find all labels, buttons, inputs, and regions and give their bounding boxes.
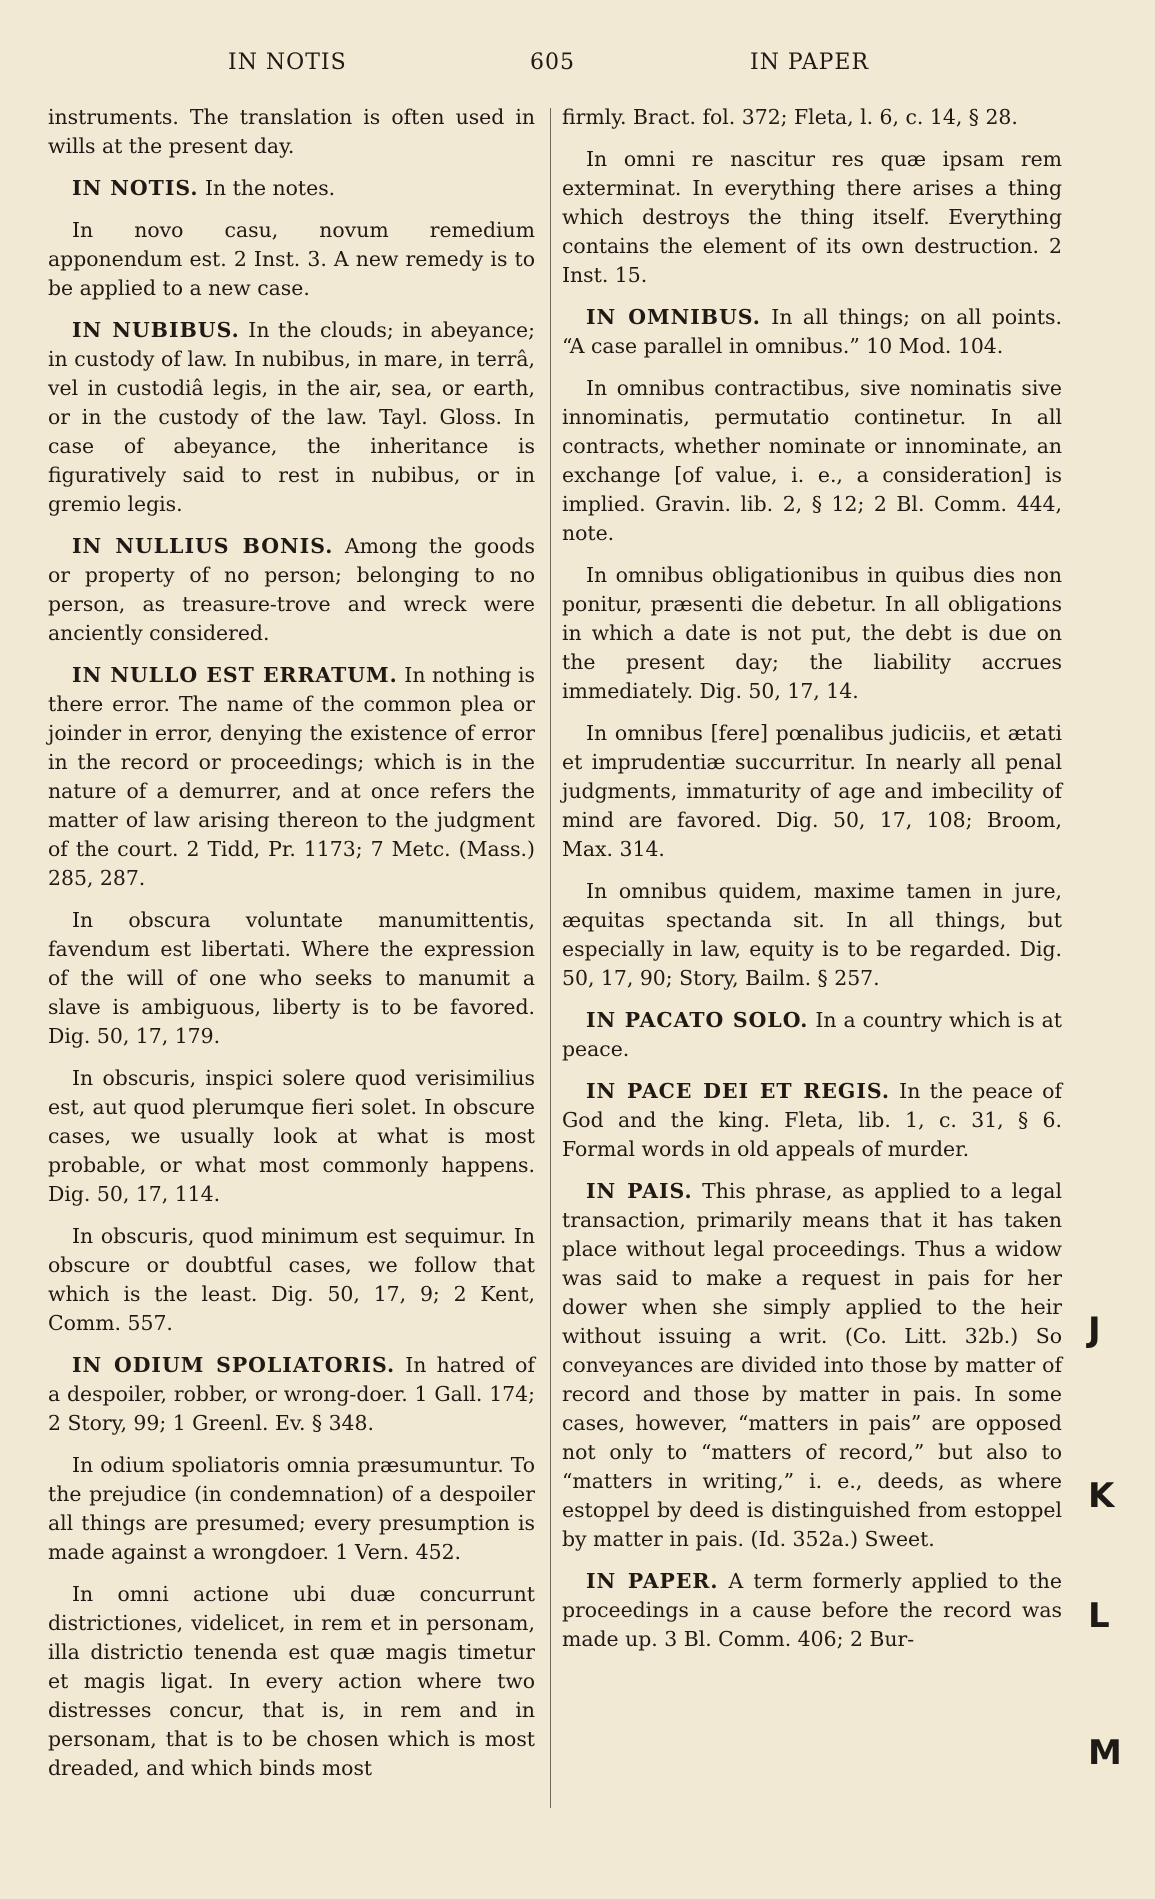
dictionary-entry — [48, 1222, 535, 1338]
dictionary-entry — [48, 316, 535, 519]
dictionary-entry — [562, 561, 1062, 706]
dictionary-entry — [562, 1177, 1062, 1554]
entry-headword: IN ODIUM SPOLIATORIS. — [72, 1353, 396, 1377]
dictionary-entry — [48, 661, 535, 893]
dictionary-entry — [562, 719, 1062, 864]
entry-headword: IN PACE DEI ET REGIS. — [586, 1079, 890, 1103]
thumb-tab-l[interactable]: L — [1088, 1596, 1110, 1636]
dictionary-entry — [48, 103, 535, 161]
entry-text: firmly. Bract. fol. 372; Fleta, l. 6, c. 14, § 28. — [562, 105, 1018, 129]
entry-text: In obscura voluntate manumittentis, favendum est libertati. Where the expression of the will of one who seeks to manumit a slave is ambiguous, liberty is to be favored. Dig. 50, 17, 179. — [48, 908, 535, 1048]
entry-text: This phrase, as applied to a legal transaction, primarily means that it has taken place without legal proceedings. Thus a widow was said to make a request in pais for her dower when she simply applied to the heir without issuing a writ. (Co. Litt. 32b.) So conveyances are divided into those by matter of record and those by matter in pais. In some cases, however, “matters in pais” are opposed not only to “matters of record,” but also to “matters in writing,” i. e., deeds, as where estoppel by deed is distinguished from estoppel by matter in pais. (Id. 352a.) Sweet. — [562, 1179, 1062, 1551]
right-column — [562, 103, 1062, 1667]
entry-text: In obscuris, quod minimum est sequimur. In obscure or doubtful cases, we follow that which is the least. Dig. 50, 17, 9; 2 Kent, Comm. 557. — [48, 1224, 535, 1335]
entry-text: instruments. The translation is often used in wills at the present day. — [48, 105, 535, 158]
entry-text: In the notes. — [198, 176, 336, 200]
dictionary-entry — [48, 906, 535, 1051]
entry-text: In obscuris, inspici solere quod verisimilius est, aut quod plerumque fieri solet. In obscure cases, we usually look at what is most probable, or what most commonly happens. Dig. 50, 17, 114. — [48, 1066, 535, 1206]
dictionary-entry — [48, 174, 535, 203]
thumb-tab-j[interactable]: J — [1088, 1310, 1101, 1350]
entry-text: In omnibus [fere] pœnalibus judiciis, et ætati et imprudentiæ succurritur. In nearly all penal judgments, immaturity of age and imbecility of mind are favored. Dig. 50, 17, 108; Broom, Max. 314. — [562, 721, 1062, 861]
dictionary-entry — [562, 103, 1062, 132]
entry-headword: IN OMNIBUS. — [586, 305, 761, 329]
entry-text: In omnibus contractibus, sive nominatis sive innominatis, permutatio continetur. In all contracts, whether nominate or innominate, an exchange [of value, i. e., a consideration] is implied. Gravin. lib. 2, § 12; 2 Bl. Comm. 444, note. — [562, 376, 1062, 545]
entry-text: In novo casu, novum remedium apponendum est. 2 Inst. 3. A new remedy is to be applied to a new case. — [48, 218, 535, 300]
thumb-tab-k[interactable]: K — [1088, 1476, 1115, 1516]
entry-text: In the peace of God and the king. Fleta, lib. 1, c. 31, § 6. Formal words in old appeals of murder. — [562, 1079, 1062, 1161]
entry-text: In all things; on all points. “A case parallel in omnibus.” 10 Mod. 104. — [562, 305, 1062, 358]
header-right-guide-word: IN PAPER — [750, 50, 870, 75]
entry-text: In omnibus quidem, maxime tamen in jure, æquitas spectanda sit. In all things, but especially in law, equity is to be regarded. Dig. 50, 17, 90; Story, Bailm. § 257. — [562, 879, 1062, 990]
header-left-guide-word: IN NOTIS — [228, 50, 347, 75]
entry-headword: IN PACATO SOLO. — [586, 1008, 809, 1032]
dictionary-entry — [562, 877, 1062, 993]
entry-headword: IN NULLO EST ERRATUM. — [72, 663, 398, 687]
entry-text: In omni re nascitur res quæ ipsam rem exterminat. In everything there arises a thing which destroys the thing itself. Everything contains the element of its own destruction. 2 Inst. 15. — [562, 147, 1062, 287]
entry-headword: IN NUBIBUS. — [72, 318, 240, 342]
dictionary-entry — [48, 1064, 535, 1209]
entry-headword: IN PAPER. — [586, 1569, 719, 1593]
page-number: 605 — [530, 50, 575, 75]
dictionary-entry — [48, 216, 535, 303]
entry-text: A term formerly applied to the proceedings in a cause before the record was made up. 3 Bl. Comm. 406; 2 Bur- — [562, 1569, 1062, 1651]
entry-text: In odium spoliatoris omnia præsumuntur. To the prejudice (in condemnation) of a despoiler all things are presumed; every presumption is made against a wrongdoer. 1 Vern. 452. — [48, 1453, 535, 1564]
thumb-tab-m[interactable]: M — [1088, 1733, 1122, 1773]
dictionary-entry — [562, 1567, 1062, 1654]
entry-headword: IN NOTIS. — [72, 176, 199, 200]
entry-text: In omni actione ubi duæ concurrunt districtiones, videlicet, in rem et in personam, illa districtio tenenda est quæ magis timetur et magis ligat. In every action where two distresses concur, that is, in rem and in personam, that is to be chosen which is most dreaded, and which binds most — [48, 1582, 535, 1780]
entry-text: In a country which is at peace. — [562, 1008, 1062, 1061]
running-header — [0, 50, 1155, 80]
entry-text: In the clouds; in abeyance; in custody of law. In nubibus, in mare, in terrâ, vel in custodiâ legis, in the air, sea, or earth, or in the custody of the law. Tayl. Gloss. In case of abeyance, the inheritance is figuratively said to rest in nubibus, or in gremio legis. — [48, 318, 535, 516]
left-column — [48, 103, 535, 1796]
entry-headword: IN NULLIUS BONIS. — [72, 534, 334, 558]
dictionary-entry — [562, 145, 1062, 290]
dictionary-entry — [48, 1580, 535, 1783]
entry-text: In nothing is there error. The name of the common plea or joinder in error, denying the existence of error in the record or proceedings; which is in the nature of a demurrer, and at once refers the matter of law arising thereon to the judgment of the court. 2 Tidd, Pr. 1173; 7 Metc. (Mass.) 285, 287. — [48, 663, 535, 890]
dictionary-entry — [562, 1077, 1062, 1164]
entry-text: In omnibus obligationibus in quibus dies non ponitur, præsenti die debetur. In all obligations in which a date is not put, the debt is due on the present day; the liability accrues immediately. Dig. 50, 17, 14. — [562, 563, 1062, 703]
dictionary-entry — [48, 1451, 535, 1567]
column-divider — [550, 108, 551, 1808]
entry-headword: IN PAIS. — [586, 1179, 693, 1203]
dictionary-entry — [48, 532, 535, 648]
dictionary-entry — [48, 1351, 535, 1438]
dictionary-entry — [562, 303, 1062, 361]
dictionary-entry — [562, 374, 1062, 548]
entry-text: Among the goods or property of no person; belonging to no person, as treasure-trove and wreck were anciently considered. — [48, 534, 536, 645]
dictionary-entry — [562, 1006, 1062, 1064]
entry-text: In hatred of a despoiler, robber, or wrong-doer. 1 Gall. 174; 2 Story, 99; 1 Greenl. Ev. § 348. — [48, 1353, 535, 1435]
